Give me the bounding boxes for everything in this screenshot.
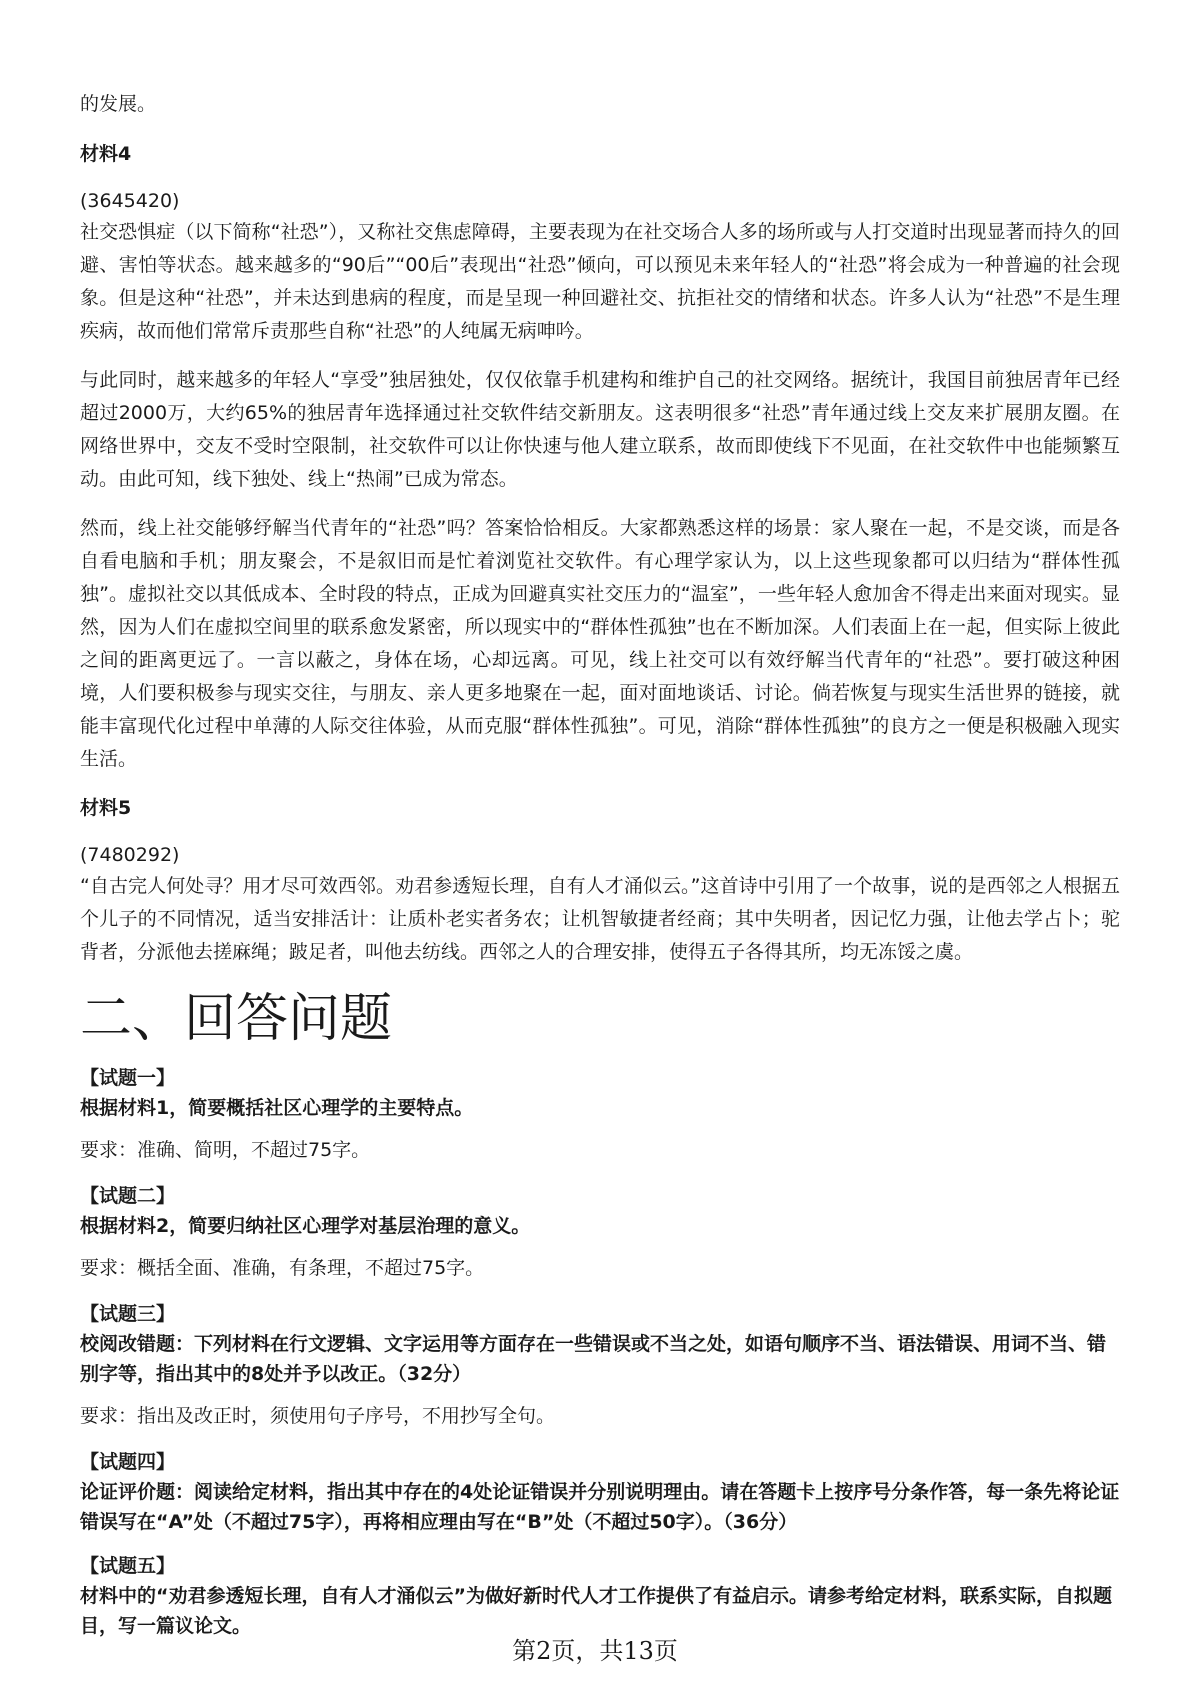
material-4-id: (3645420) xyxy=(80,190,180,212)
page-content xyxy=(80,88,1120,1655)
material-4 xyxy=(80,138,1120,776)
continuation-text: 的发展。 xyxy=(80,93,157,115)
material-5-paragraph: “自古完人何处寻？用才尽可效西邻。劝君参透短长理，自有人才涌似云。”这首诗中引用了一个故事，说的是西邻之人根据五个儿子的不同情况，适当安排活计：让质朴老实者务农；让机智敏捷者经商；其中失明者，因记忆力强，让他去学占卜；驼背者，分派他去搓麻绳；跛足者，叫他去纺线。西邻之人的合理安排，使得五子各得其所，均无冻馁之虞。 xyxy=(80,875,1120,963)
question-3-requirement: 要求：指出及改正时，须使用句子序号，不用抄写全句。 xyxy=(80,1405,556,1427)
question-1-text: 根据材料1，简要概括社区心理学的主要特点。 xyxy=(80,1097,474,1119)
question-1 xyxy=(80,1063,1120,1165)
material-5-title: 材料5 xyxy=(80,797,132,819)
question-5-label: 【试题五】 xyxy=(80,1555,176,1577)
question-1-requirement: 要求：准确、简明，不超过75字。 xyxy=(80,1139,371,1161)
question-2 xyxy=(80,1181,1120,1283)
material-4-paragraph-1: 社交恐惧症（以下简称“社恐”），又称社交焦虑障碍，主要表现为在社交场合人多的场所或与人打交道时出现显著而持久的回避、害怕等状态。越来越多的“90后”“00后”表现出“社恐”倾向，可以预见未来年轻人的“社恐”将会成为一种普遍的社会现象。但是这种“社恐”，并未达到患病的程度，而是呈现一种回避社交、抗拒社交的情绪和状态。许多人认为“社恐”不是生理疾病，故而他们常常斥责那些自称“社恐”的人纯属无病呻吟。 xyxy=(80,221,1120,342)
material-4-paragraph-2: 与此同时，越来越多的年轻人“享受”独居独处，仅仅依靠手机建构和维护自己的社交网络。据统计，我国目前独居青年已经超过2000万，大约65%的独居青年选择通过社交软件结交新朋友。这表明很多“社恐”青年通过线上交友来扩展朋友圈。在网络世界中，交友不受时空限制，社交软件可以让你快速与他人建立联系，故而即使线下不见面，在社交软件中也能频繁互动。由此可知，线下独处、线上“热闹”已成为常态。 xyxy=(80,369,1120,490)
section-title: 二、回答问题 xyxy=(80,989,393,1049)
question-4 xyxy=(80,1447,1120,1537)
question-2-text: 根据材料2，简要归纳社区心理学对基层治理的意义。 xyxy=(80,1215,531,1237)
material-4-title: 材料4 xyxy=(80,143,132,165)
material-4-paragraph-3: 然而，线上社交能够纾解当代青年的“社恐”吗？答案恰恰相反。大家都熟悉这样的场景：家人聚在一起，不是交谈，而是各自看电脑和手机；朋友聚会，不是叙旧而是忙着浏览社交软件。有心理学家认为，以上这些现象都可以归结为“群体性孤独”。虚拟社交以其低成本、全时段的特点，正成为回避真实社交压力的“温室”，一些年轻人愈加舍不得走出来面对现实。显然，因为人们在虚拟空间里的联系愈发紧密，所以现实中的“群体性孤独”也在不断加深。人们表面上在一起，但实际上彼此之间的距离更远了。一言以蔽之，身体在场，心却远离。可见，线上社交可以有效纾解当代青年的“社恐”。要打破这种困境，人们要积极参与现实交往，与朋友、亲人更多地聚在一起，面对面地谈话、讨论。倘若恢复与现实生活世界的链接，就能丰富现代化过程中单薄的人际交往体验，从而克服“群体性孤独”。可见，消除“群体性孤独”的良方之一便是积极融入现实生活。 xyxy=(80,517,1120,770)
question-4-text: 论证评价题：阅读给定材料，指出其中存在的4处论证错误并分别说明理由。请在答题卡上按序号分条作答，每一条先将论证错误写在“A”处（不超过75字），再将相应理由写在“B”处（不超过50字）。（36分） xyxy=(80,1481,1120,1533)
question-2-label: 【试题二】 xyxy=(80,1185,176,1207)
question-3 xyxy=(80,1299,1120,1431)
question-5 xyxy=(80,1551,1120,1641)
material-5 xyxy=(80,792,1120,969)
page-footer: 第2页，共13页 xyxy=(512,1637,678,1665)
question-5-text: 材料中的“劝君参透短长理，自有人才涌似云”为做好新时代人才工作提供了有益启示。请参考给定材料，联系实际，自拟题目，写一篇议论文。 xyxy=(80,1585,1112,1637)
question-4-label: 【试题四】 xyxy=(80,1451,176,1473)
question-3-text: 校阅改错题：下列材料在行文逻辑、文字运用等方面存在一些错误或不当之处，如语句顺序不当、语法错误、用词不当、错别字等，指出其中的8处并予以改正。（32分） xyxy=(80,1333,1107,1385)
question-2-requirement: 要求：概括全面、准确，有条理，不超过75字。 xyxy=(80,1257,485,1279)
question-1-label: 【试题一】 xyxy=(80,1067,176,1089)
question-3-label: 【试题三】 xyxy=(80,1303,176,1325)
material-5-id: (7480292) xyxy=(80,844,180,866)
